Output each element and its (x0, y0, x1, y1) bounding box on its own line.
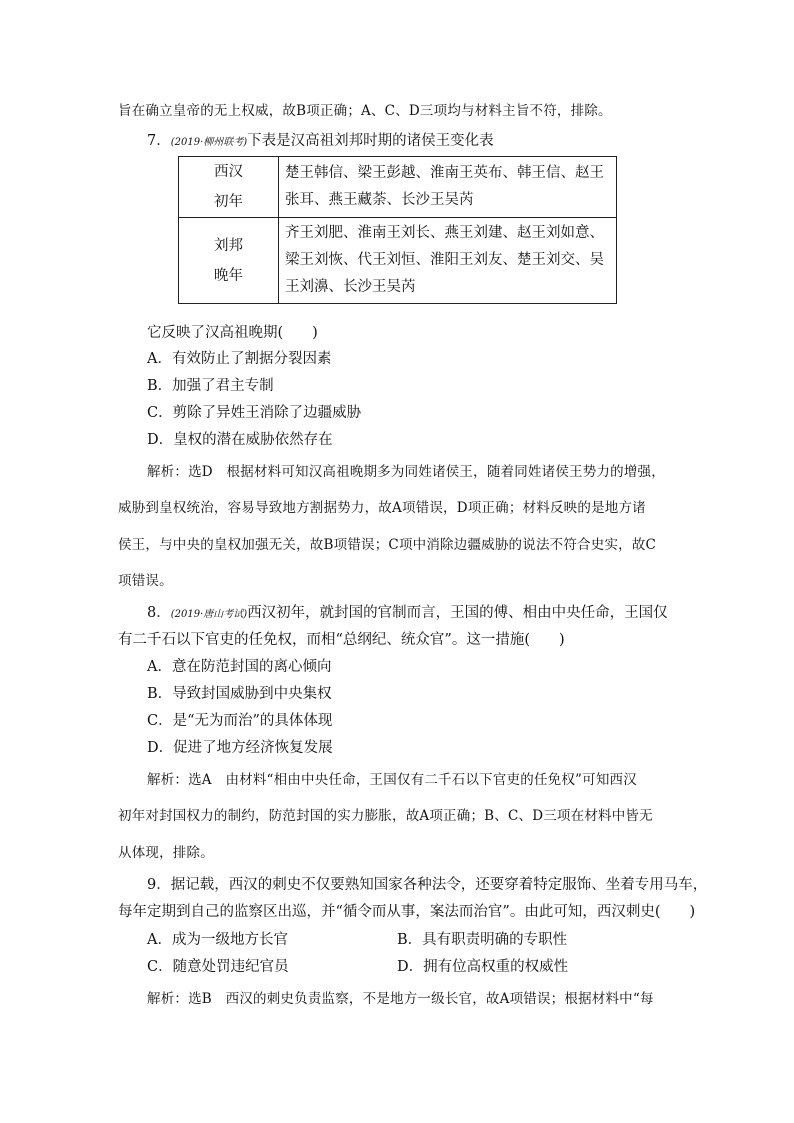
question-8-stem (147, 603, 668, 625)
question-7-source: (2019·柳州联考) (170, 137, 248, 148)
explanation-line: 解析：选D 根据材料可知汉高祖晚期多为同姓诸侯王，随着同姓诸侯王势力的增强， (147, 464, 665, 480)
vassal-kings-table (178, 156, 617, 304)
option-a: A．有效防止了割据分裂因素 (147, 351, 332, 367)
explanation-line: 解析：选B 西汉的刺史负责监察，不是地方一级长官，故A项错误；根据材料中“每 (147, 991, 654, 1007)
option-d: D．促进了地方经济恢复发展 (147, 740, 333, 756)
period-line: 西汉 (214, 164, 243, 180)
explanation-line: 侯王，与中央的皇权加强无关，故B项错误；C项中消除边疆威胁的说法不符合史实，故C (118, 537, 657, 553)
option-a: A．意在防范封国的离心倾向 (147, 659, 332, 675)
table-kings-cell: 齐王刘肥、淮南王刘长、燕王刘建、赵王刘如意、梁王刘恢、代王刘恒、淮阳王刘友、楚王刘交、吴王刘濞、长沙王吴芮 (279, 218, 617, 304)
question-8-stem-text: 西汉初年，就封国的官制而言，王国的傅、相由中央任命，王国仅 (247, 605, 668, 621)
explanation-line: 威胁到皇权统治，容易导致地方割据势力，故A项错误，D项正确；材料反映的是地方诸 (118, 500, 646, 516)
question-7-stem-text: 下表是汉高祖刘邦时期的诸侯王变化表 (247, 133, 494, 149)
option-c: C．是“无为而治”的具体体现 (147, 713, 333, 729)
table-period-cell (179, 157, 279, 218)
explanation-line: 项错误。 (118, 573, 173, 589)
question-9-stem: 9．据记载，西汉的刺史不仅要熟知国家各种法令，还要穿着特定服饰、坐着专用马车， (147, 877, 708, 893)
option-d: D．拥有位高权重的权威性 (397, 959, 569, 975)
table-kings-cell: 楚王韩信、梁王彭越、淮南王英布、韩王信、赵王张耳、燕王藏荼、长沙王吴芮 (279, 157, 617, 218)
question-8-stem-line: 有二千石以下官吏的任免权，而相“总纲纪、统众官”。这一措施( ) (118, 632, 565, 648)
question-9-stem-line: 每年定期到自己的监察区出巡，并“循令而从事，案法而治官”。由此可知，西汉刺史( ) (118, 904, 696, 920)
explanation-line: 从体现，排除。 (118, 845, 214, 861)
question-7-number: 7． (147, 133, 171, 149)
table-period-cell (179, 218, 279, 304)
option-b: B．导致封国威胁到中央集权 (147, 686, 332, 702)
question-7-stem (147, 131, 494, 153)
table-row (179, 218, 617, 304)
option-a: A．成为一级地方长官 (147, 932, 288, 948)
period-line: 初年 (214, 194, 243, 210)
explanation-line: 初年对封国权力的制约，防范封国的实力膨胀，故A项正确；B、C、D三项在材料中皆无 (118, 808, 653, 824)
option-b: B．具有职责明确的专职性 (397, 932, 568, 948)
table-row (179, 157, 617, 218)
option-c: C．剪除了异姓王消除了边疆威胁 (147, 405, 362, 421)
question-7-question: 它反映了汉高祖晚期( ) (147, 325, 318, 341)
period-line: 刘邦 (214, 237, 243, 254)
intro-line: 旨在确立皇帝的无上权威，故B项正确；A、C、D三项均与材料主旨不符，排除。 (118, 103, 612, 119)
option-d: D．皇权的潜在威胁依然存在 (147, 432, 333, 448)
period-line: 晚年 (214, 267, 243, 284)
question-8-number: 8． (147, 605, 171, 621)
option-b: B．加强了君主专制 (147, 378, 274, 394)
option-c: C．随意处罚违纪官员 (147, 959, 289, 975)
explanation-line: 解析：选A 由材料“相由中央任命，王国仅有二千石以下官吏的任免权”可知西汉 (147, 772, 637, 788)
question-8-source: (2019·唐山考试) (170, 609, 248, 620)
